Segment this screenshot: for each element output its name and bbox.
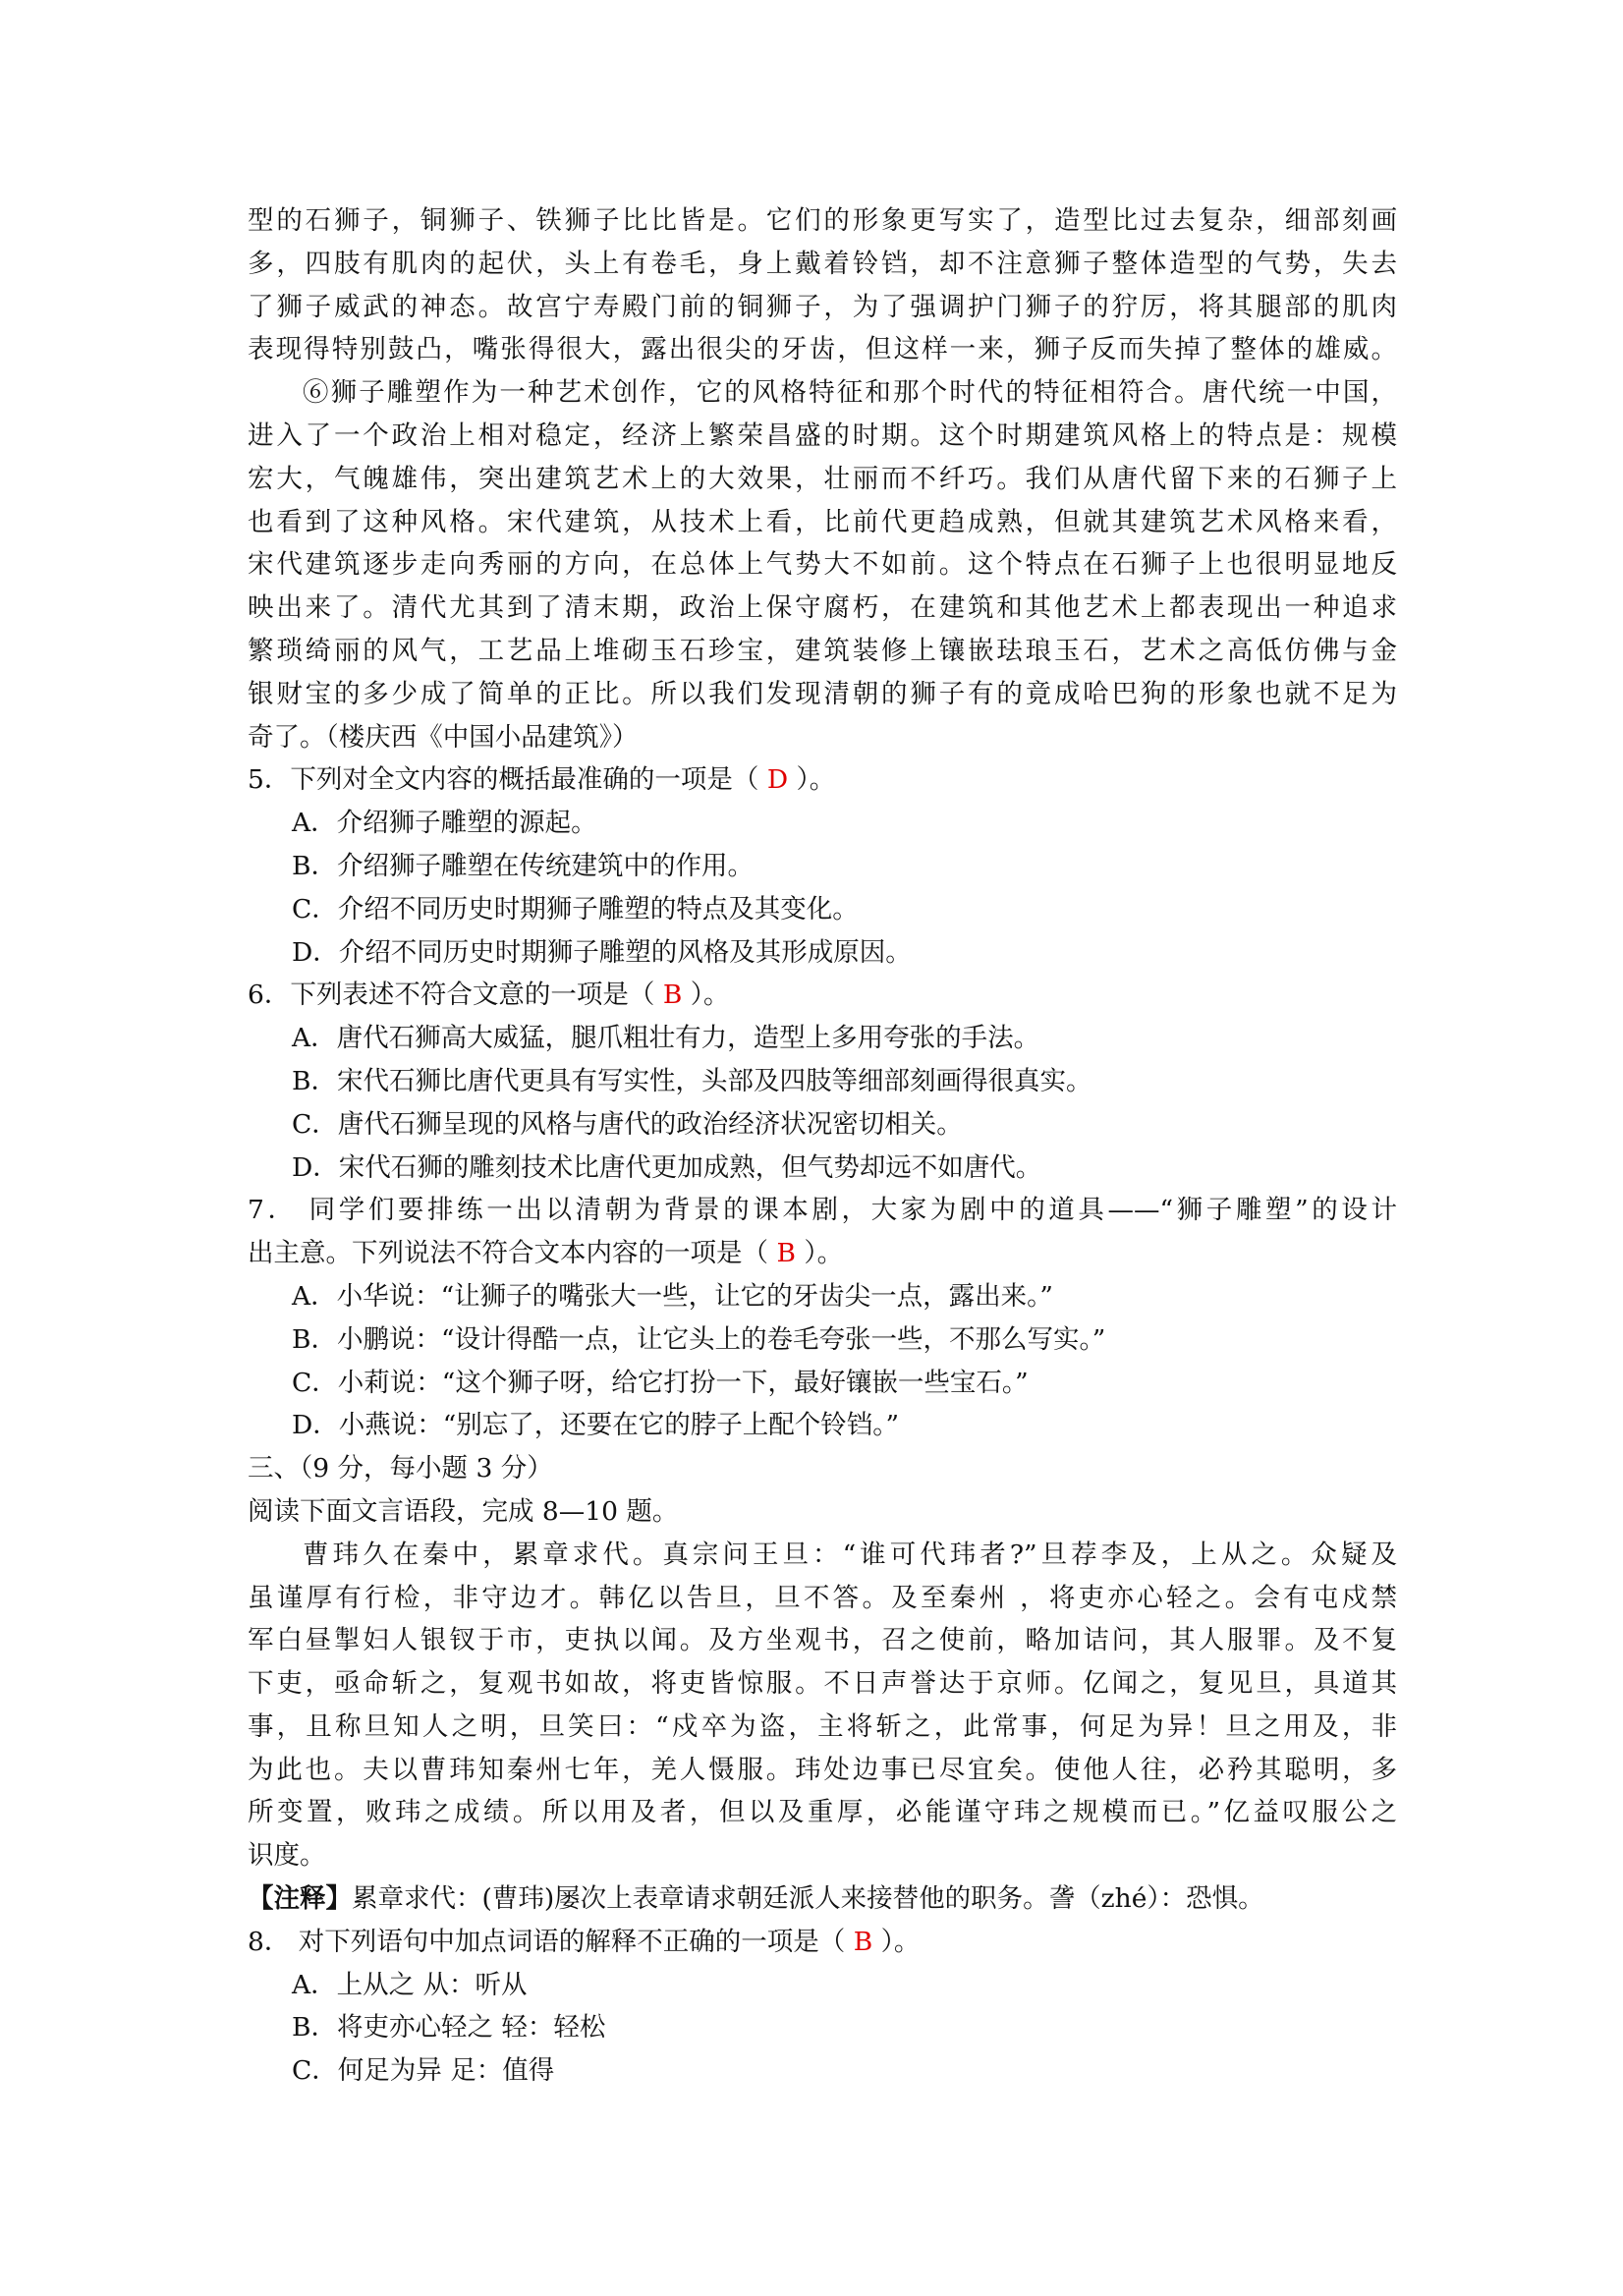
passage-line: 所变置，败玮之成绩。所以用及者，但以及重厚，必能谨守玮之规模而已。”亿益叹服公之 <box>248 1797 1397 1828</box>
option-item: A．介绍狮子雕塑的源起。 <box>292 808 597 839</box>
passage-line: 多，四肢有肌肉的起伏，头上有卷毛，身上戴着铃铛，却不注意狮子整体造型的气势，失去 <box>248 248 1397 279</box>
passage-line: 下吏，亟命斩之，复观书如故，将吏皆惊服。不日声誉达于京师。亿闻之，复见旦，具道其 <box>248 1668 1397 1700</box>
option-item: A．唐代石狮高大威猛，腿爪粗壮有力，造型上多用夸张的手法。 <box>292 1023 1040 1054</box>
passage-line: 宋代建筑逐步走向秀丽的方向，在总体上气势大不如前。这个特点在石狮子上也很明显地反 <box>248 549 1397 581</box>
passage-line: 映出来了。清代尤其到了清末期，政治上保守腐朽，在建筑和其他艺术上都表现出一种追求 <box>248 592 1397 624</box>
passage-line: 宏大，气魄雄伟，突出建筑艺术上的大效果，壮丽而不纤巧。我们从唐代留下来的石狮子上 <box>248 463 1397 494</box>
question-stem: 7． 同学们要排练一出以清朝为背景的课本剧，大家为剧中的道具——“狮子雕塑”的设计 <box>248 1195 1397 1226</box>
stem-text: ）。 <box>796 764 836 796</box>
stem-text: ）。 <box>804 1238 844 1269</box>
annotation-note <box>248 1877 1397 1921</box>
passage-continuation <box>248 199 1397 371</box>
question-5 <box>248 758 1397 974</box>
classical-passage <box>248 1534 1397 1877</box>
question-stem <box>248 758 1397 802</box>
option-item: C．介绍不同历史时期狮子雕塑的特点及其变化。 <box>292 893 859 924</box>
passage-line: 曹玮久在秦中，累章求代。真宗问王旦：“谁可代玮者?”旦荐李及，上从之。众疑及 <box>303 1539 1397 1570</box>
option-item: D．小燕说：“别忘了，还要在它的脖子上配个铃铛。” <box>292 1410 900 1441</box>
passage-line: 银财宝的多少成了简单的正比。所以我们发现清朝的狮子有的竟成哈巴狗的形象也就不足为 <box>248 678 1397 709</box>
option-item: C．小莉说：“这个狮子呀，给它打扮一下，最好镶嵌一些宝石。” <box>292 1367 1029 1398</box>
passage-line: 为此也。夫以曹玮知秦州七年，羌人慑服。玮处边事已尽宜矣。使他人往，必矜其聪明，多 <box>248 1754 1397 1785</box>
question-stem <box>248 974 1397 1017</box>
option-item: C．唐代石狮呈现的风格与唐代的政治经济状况密切相关。 <box>292 1108 963 1140</box>
stem-text: 6．下列表述不符合文意的一项是（ <box>248 980 655 1011</box>
section-instruction: 阅读下面文言语段，完成 8—10 题。 <box>248 1495 679 1527</box>
passage-line: 型的石狮子，铜狮子、铁狮子比比皆是。它们的形象更写实了，造型比过去复杂，细部刻画 <box>248 205 1397 236</box>
passage-line: 识度。 <box>248 1840 326 1872</box>
option-item: D．介绍不同历史时期狮子雕塑的风格及其形成原因。 <box>292 936 912 968</box>
option-item: B．小鹏说：“设计得酷一点，让它头上的卷毛夸张一些，不那么写实。” <box>292 1323 1106 1355</box>
passage-line: 奇了。（楼庆西《中国小品建筑》） <box>248 721 639 753</box>
answer-mark: B <box>662 980 683 1011</box>
question-8 <box>248 1921 1397 2093</box>
stem-text: 出主意。下列说法不符合文本内容的一项是（ <box>248 1238 768 1269</box>
answer-mark: B <box>853 1926 873 1957</box>
passage-line: 军白昼掣妇人银钗于市，吏执以闻。及方坐观书，召之使前，略加诘问，其人服罪。及不复 <box>248 1625 1397 1656</box>
option-item: C．何足为异 足：值得 <box>292 2055 555 2087</box>
option-item: A．小华说：“让狮子的嘴张大一些，让它的牙齿尖一点，露出来。” <box>292 1280 1053 1312</box>
passage-line: 表现得特别鼓凸，嘴张得很大，露出很尖的牙齿，但这样一来，狮子反而失掉了整体的雄威。 <box>248 334 1397 365</box>
passage-line: 事，且称旦知人之明，旦笑曰：“戍卒为盗，主将斩之，此常事，何足为异！旦之用及，非 <box>248 1710 1397 1742</box>
passage-line: ⑥狮子雕塑作为一种艺术创作，它的风格特征和那个时代的特征相符合。唐代统一中国， <box>303 377 1397 409</box>
question-7 <box>248 1189 1397 1447</box>
option-item: A．上从之 从：听从 <box>292 1969 528 2000</box>
stem-text: 5．下列对全文内容的概括最准确的一项是（ <box>248 764 759 796</box>
passage-line: 虽谨厚有行检，非守边才。韩亿以告旦，旦不答。及至秦州 ，将吏亦心轻之。会有屯戍禁 <box>248 1582 1397 1613</box>
passage-line: 繁琐绮丽的风气，工艺品上堆砌玉石珍宝，建筑装修上镶嵌珐琅玉石，艺术之高低仿佛与金 <box>248 635 1397 666</box>
passage-line: 进入了一个政治上相对稳定，经济上繁荣昌盛的时期。这个时期建筑风格上的特点是：规模 <box>248 420 1397 451</box>
passage-line: 了狮子威武的神态。故宫宁寿殿门前的铜狮子，为了强调护门狮子的狞厉，将其腿部的肌肉 <box>248 291 1397 322</box>
section-heading: 三、（9 分，每小题 3 分） <box>248 1453 553 1484</box>
note-text: 累章求代：(曹玮)屡次上表章请求朝廷派人来接替他的职务。詟（zhé）：恐惧。 <box>352 1883 1264 1915</box>
paragraph-6 <box>248 371 1397 758</box>
option-item: B．宋代石狮比唐代更具有写实性，头部及四肢等细部刻画得很真实。 <box>292 1065 1092 1096</box>
exam-page <box>248 199 1397 2093</box>
stem-text: ）。 <box>880 1926 921 1957</box>
stem-text: 8． 对下列语句中加点词语的解释不正确的一项是（ <box>248 1926 846 1957</box>
option-item: B．介绍狮子雕塑在传统建筑中的作用。 <box>292 850 754 881</box>
answer-mark: D <box>766 764 789 796</box>
option-item: B．将吏亦心轻之 轻：轻松 <box>292 2012 606 2044</box>
question-stem <box>248 1232 1397 1275</box>
stem-text: ）。 <box>690 980 730 1011</box>
question-6 <box>248 974 1397 1189</box>
option-item: D．宋代石狮的雕刻技术比唐代更加成熟，但气势却远不如唐代。 <box>292 1151 1042 1183</box>
section-3 <box>248 1447 1397 1534</box>
note-label: 【注释】 <box>248 1883 352 1915</box>
answer-mark: B <box>776 1238 796 1269</box>
question-stem <box>248 1921 1397 1964</box>
passage-line: 也看到了这种风格。宋代建筑，从技术上看，比前代更趋成熟，但就其建筑艺术风格来看， <box>248 506 1397 537</box>
